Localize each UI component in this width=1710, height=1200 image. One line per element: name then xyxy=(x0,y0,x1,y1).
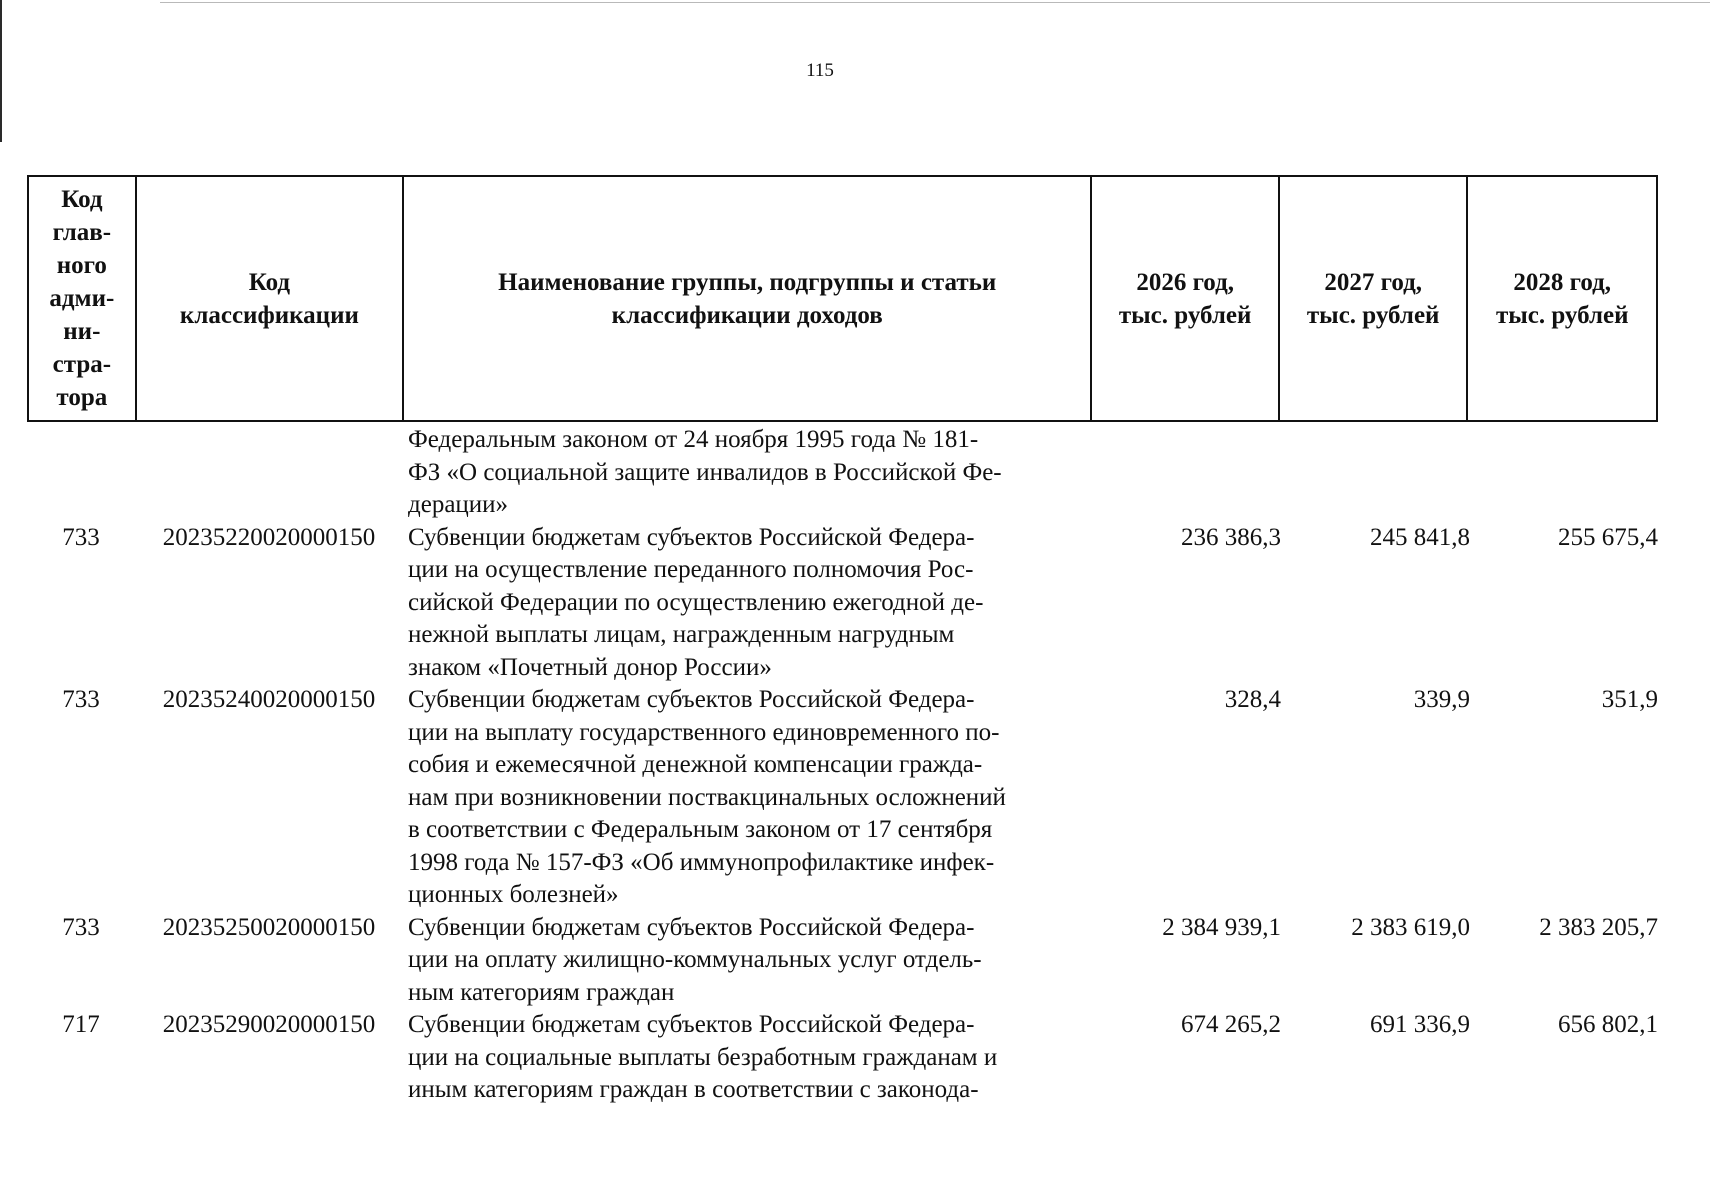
table-body xyxy=(27,424,1658,1107)
name-line: нам при возникновении поствакцинальных осложнений xyxy=(408,783,1006,811)
header-line: Код xyxy=(248,268,291,296)
header-line: ного xyxy=(56,252,107,279)
header-line: стра- xyxy=(52,351,112,378)
name-cell xyxy=(403,424,1093,522)
header-line: ни- xyxy=(63,318,101,345)
value-2026-cell: 328,4 xyxy=(1224,686,1281,713)
header-classification-code xyxy=(137,177,404,420)
table-row xyxy=(27,424,1658,522)
header-year-2028 xyxy=(1468,177,1656,420)
name-line: сийской Федерации по осуществлению ежегодной де- xyxy=(408,588,984,616)
value-2028-cell xyxy=(1470,424,1658,522)
name-line: в соответствии с Федеральным законом от 17 сентября xyxy=(408,816,993,843)
value-2026-cell xyxy=(1093,424,1281,522)
value-2027-cell: 691 336,9 xyxy=(1370,1011,1470,1038)
value-2027-cell xyxy=(1281,424,1470,522)
name-line: ным категориям граждан xyxy=(408,978,675,1006)
value-2027-cell: 339,9 xyxy=(1413,686,1470,713)
name-cell xyxy=(403,1009,1093,1107)
value-2027-cell: 245 841,8 xyxy=(1370,523,1470,551)
header-year-2027 xyxy=(1280,177,1469,420)
header-name xyxy=(404,177,1092,420)
header-line: 2028 год, xyxy=(1513,268,1612,296)
name-line: ции на выплату государственного единовременного по- xyxy=(408,718,1000,746)
header-line: адми- xyxy=(49,285,115,312)
name-line: ционных болезней» xyxy=(408,881,619,908)
name-line: собия и ежемесячной денежной компенсации гражда- xyxy=(408,751,983,778)
header-year-2026 xyxy=(1092,177,1280,420)
table-row xyxy=(27,912,1658,1010)
name-line: нежной выплаты лицам, награжденным нагрудным xyxy=(408,621,955,648)
value-2026-cell: 674 265,2 xyxy=(1181,1011,1281,1038)
header-line: тора xyxy=(56,384,108,411)
classification-code-cell: 20235240020000150 xyxy=(162,686,376,713)
name-cell xyxy=(403,684,1093,912)
admin-code-cell xyxy=(27,424,135,522)
admin-code-cell: 733 xyxy=(62,686,100,713)
name-line: ции на оплату жилищно-коммунальных услуг отдель- xyxy=(408,946,982,973)
name-cell xyxy=(403,912,1093,1010)
classification-code-cell: 20235290020000150 xyxy=(162,1011,376,1038)
value-2027-cell: 2 383 619,0 xyxy=(1351,913,1470,941)
classification-code-cell: 20235220020000150 xyxy=(162,523,376,551)
header-line: классификации доходов xyxy=(611,301,883,329)
scan-artifact-line xyxy=(160,2,1710,3)
header-line: классификации xyxy=(179,301,359,329)
name-line: Субвенции бюджетам субъектов Российской Федера- xyxy=(408,913,975,941)
classification-code-cell xyxy=(135,424,403,522)
header-line: тыс. рублей xyxy=(1495,301,1629,329)
name-line: 1998 года № 157-ФЗ «Об иммунопрофилактике инфек- xyxy=(408,848,995,876)
header-line: 2027 год, xyxy=(1324,268,1422,296)
name-line: дерации» xyxy=(408,491,509,518)
page-number: 115 xyxy=(806,60,834,81)
header-line: тыс. рублей xyxy=(1306,301,1440,329)
header-admin-code xyxy=(29,177,137,420)
name-line: ции на социальные выплаты безработным гражданам и xyxy=(408,1043,998,1071)
admin-code-cell: 733 xyxy=(62,523,100,551)
table-row xyxy=(27,684,1658,912)
admin-code-cell: 717 xyxy=(62,1011,100,1038)
admin-code-cell: 733 xyxy=(62,913,100,941)
value-2026-cell: 236 386,3 xyxy=(1181,523,1281,551)
table-header xyxy=(27,175,1658,422)
name-line: Субвенции бюджетам субъектов Российской Федера- xyxy=(408,1011,975,1038)
value-2028-cell: 351,9 xyxy=(1601,686,1658,713)
classification-code-cell: 20235250020000150 xyxy=(162,913,376,941)
value-2028-cell: 656 802,1 xyxy=(1558,1011,1658,1038)
name-line: ФЗ «О социальной защите инвалидов в Российской Фе- xyxy=(408,458,1002,486)
value-2028-cell: 255 675,4 xyxy=(1558,523,1658,551)
header-line: глав- xyxy=(52,219,112,246)
value-2028-cell: 2 383 205,7 xyxy=(1539,913,1658,941)
header-line: 2026 год, xyxy=(1136,268,1234,296)
value-2026-cell: 2 384 939,1 xyxy=(1162,913,1281,941)
table-row xyxy=(27,1009,1658,1107)
name-line: знаком «Почетный донор России» xyxy=(408,653,772,681)
name-line: Субвенции бюджетам субъектов Российской Федера- xyxy=(408,523,975,551)
header-line: Наименование группы, подгруппы и статьи xyxy=(498,268,997,296)
name-cell xyxy=(403,522,1093,685)
name-line: ции на осуществление переданного полномочия Рос- xyxy=(408,556,974,583)
header-line: Код xyxy=(61,186,103,213)
header-line: тыс. рублей xyxy=(1118,301,1252,329)
name-line: Федеральным законом от 24 ноября 1995 года № 181- xyxy=(408,426,979,453)
table-row xyxy=(27,522,1658,685)
name-line: иным категориям граждан в соответствии с законода- xyxy=(408,1076,979,1103)
name-line: Субвенции бюджетам субъектов Российской Федера- xyxy=(408,686,975,713)
